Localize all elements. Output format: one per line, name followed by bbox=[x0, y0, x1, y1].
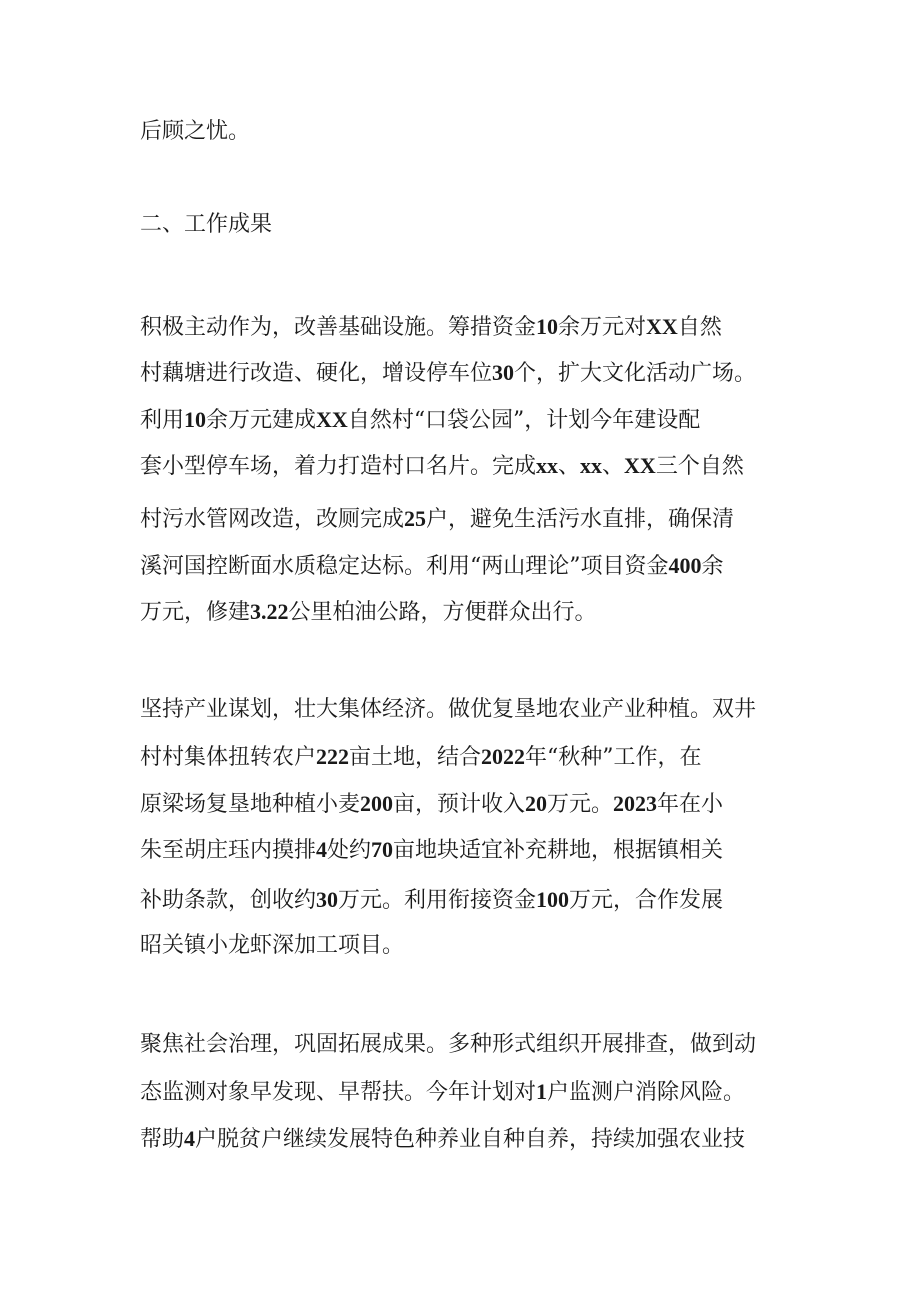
paragraph-line: 村藕塘进行改造、硬化，增设停车位30个，扩大文化活动广场。 bbox=[140, 360, 757, 386]
section-heading: 二、工作成果 bbox=[140, 212, 273, 237]
emphasized-number: XX bbox=[624, 453, 656, 478]
emphasized-number: 1 bbox=[536, 1079, 548, 1104]
emphasized-number: XX bbox=[316, 407, 348, 432]
emphasized-number: 30 bbox=[492, 360, 515, 385]
paragraph-line: 村村集体扭转农户222亩土地，结合2022年“秋种”工作，在 bbox=[140, 744, 702, 770]
paragraph-line: 原梁场复垦地种植小麦200亩，预计收入20万元。2023年在小 bbox=[140, 791, 724, 817]
emphasized-number: 4 bbox=[184, 1126, 196, 1151]
paragraph-line: 万元，修建3.22公里柏油公路，方便群众出行。 bbox=[140, 599, 597, 625]
emphasized-number: XX bbox=[646, 314, 678, 339]
emphasized-number: 200 bbox=[360, 791, 394, 816]
emphasized-number: 70 bbox=[371, 837, 394, 862]
paragraph-line: 朱至胡庄珏内摸排4处约70亩地块适宜补充耕地，根据镇相关 bbox=[140, 837, 724, 863]
emphasized-number: 30 bbox=[316, 887, 339, 912]
emphasized-number: 20 bbox=[525, 791, 548, 816]
paragraph-line: 村污水管网改造，改厕完成25户，避免生活污水直排，确保清 bbox=[140, 506, 735, 532]
emphasized-number: xx bbox=[536, 453, 559, 478]
emphasized-number: 400 bbox=[668, 553, 702, 578]
paragraph-line: 聚焦社会治理，巩固拓展成果。多种形式组织开展排查，做到动 bbox=[140, 1032, 757, 1057]
emphasized-number: 2022 bbox=[481, 744, 526, 769]
emphasized-number: 100 bbox=[536, 887, 570, 912]
emphasized-number: xx bbox=[580, 453, 603, 478]
paragraph-line: 利用10余万元建成XX自然村“口袋公园”，计划今年建设配 bbox=[140, 407, 701, 433]
emphasized-number: 222 bbox=[316, 744, 350, 769]
paragraph-line: 昭关镇小龙虾深加工项目。 bbox=[140, 933, 405, 958]
paragraph-line: 积极主动作为，改善基础设施。筹措资金10余万元对XX自然 bbox=[140, 314, 722, 340]
emphasized-number: 4 bbox=[316, 837, 328, 862]
emphasized-number: 2023 bbox=[613, 791, 658, 816]
emphasized-number: 10 bbox=[536, 314, 559, 339]
paragraph-line: 态监测对象早发现、早帮扶。今年计划对1户监测户消除风险。 bbox=[140, 1079, 746, 1105]
paragraph-line: 坚持产业谋划，壮大集体经济。做优复垦地农业产业种植。双井 bbox=[140, 697, 757, 722]
paragraph-tail-line: 后顾之忧。 bbox=[140, 119, 251, 144]
emphasized-number: 25 bbox=[404, 506, 427, 531]
paragraph-line: 套小型停车场，着力打造村口名片。完成xx、xx、XX三个自然 bbox=[140, 453, 744, 479]
paragraph-line: 补助条款，创收约30万元。利用衔接资金100万元，合作发展 bbox=[140, 887, 724, 913]
emphasized-number: 10 bbox=[184, 407, 207, 432]
emphasized-number: 3.22 bbox=[250, 599, 289, 624]
paragraph-line: 溪河国控断面水质稳定达标。利用“两山理论”项目资金400余 bbox=[140, 553, 724, 579]
paragraph-line: 帮助4户脱贫户继续发展特色种养业自种自养，持续加强农业技 bbox=[140, 1126, 746, 1152]
